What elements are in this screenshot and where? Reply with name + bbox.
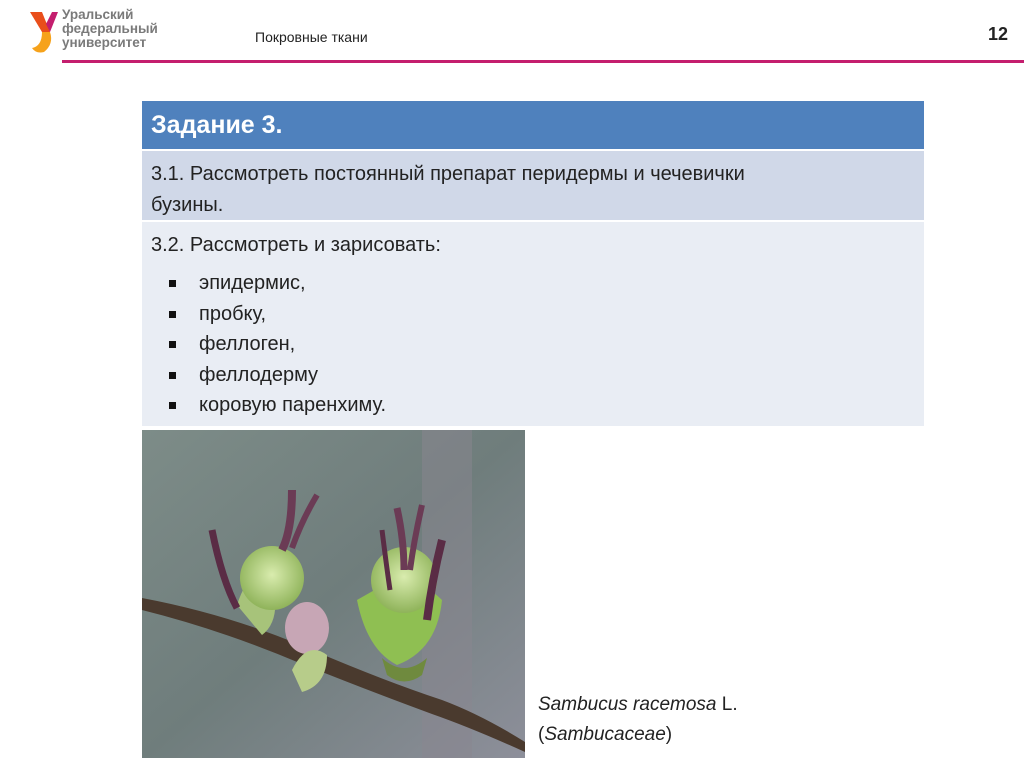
square-bullet-icon: [169, 372, 176, 379]
logo-text: [62, 8, 158, 50]
task-item-1-line-1: 3.1. Рассмотреть постоянный препарат перидермы и чечевички: [151, 163, 745, 185]
task-item-1-line-2: бузины.: [151, 194, 224, 216]
urfu-logo-icon: [28, 8, 60, 54]
structure-list: [151, 268, 914, 421]
list-item-text: феллоген,: [199, 333, 296, 355]
urfu-logo: [28, 8, 208, 58]
page-title: Покровные ткани: [255, 29, 368, 45]
sambucus-buds-photo: [142, 430, 525, 758]
list-item: [199, 268, 914, 299]
page-number: 12: [987, 24, 1008, 44]
list-item-text: пробку,: [199, 302, 267, 325]
paren-close: ): [665, 724, 673, 745]
square-bullet-icon: [169, 280, 176, 287]
square-bullet-icon: [169, 341, 176, 348]
square-bullet-icon: [169, 402, 176, 409]
caption-family: [538, 720, 738, 750]
list-item-text: эпидермис,: [199, 272, 306, 294]
logo-line-1: Уральский: [62, 7, 134, 22]
family-name: Sambucaceae: [544, 724, 666, 745]
task-table: [142, 101, 924, 426]
task-item-2: [142, 222, 924, 426]
task-item-1: [142, 151, 924, 222]
list-item: [199, 299, 914, 330]
photo-caption: [538, 690, 738, 750]
list-item: [199, 360, 914, 391]
header-divider: [62, 60, 1024, 63]
list-item-text: коровую паренхиму.: [199, 394, 387, 416]
species-author: L.: [716, 694, 738, 715]
list-item: [199, 390, 914, 421]
task-heading: Задание 3.: [142, 101, 924, 151]
list-item-text: феллодерму: [199, 363, 319, 386]
list-item: [199, 329, 914, 360]
square-bullet-icon: [169, 311, 176, 318]
caption-species: [538, 690, 738, 720]
paren-open: (: [538, 724, 545, 745]
logo-line-3: университет: [62, 35, 147, 50]
species-name: Sambucus racemosa: [538, 694, 717, 715]
task-item-2-label: 3.2. Рассмотреть и зарисовать:: [151, 234, 441, 256]
logo-line-2: федеральный: [62, 21, 158, 36]
